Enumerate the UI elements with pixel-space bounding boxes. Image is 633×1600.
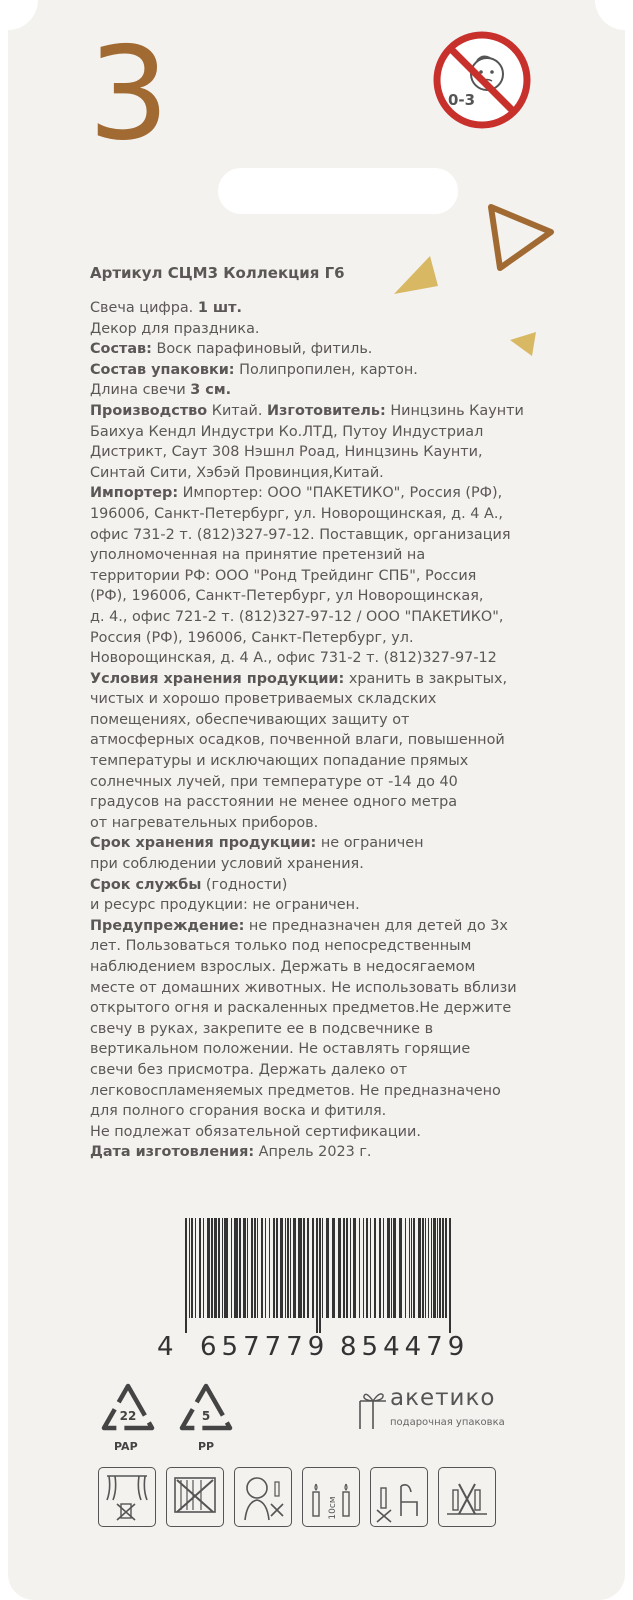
description-text: Дистрикт, Саут 308 Нэшнл Роад, Нинцзинь Каунти, <box>90 444 483 461</box>
barcode-bar <box>312 1218 314 1318</box>
barcode-first-digit: 4 <box>157 1332 179 1362</box>
barcode-bar <box>276 1218 278 1318</box>
description-label: Изготовитель: <box>267 402 386 419</box>
description-line <box>90 792 560 813</box>
description-line <box>90 360 560 381</box>
description-text: Апрель 2023 г. <box>254 1144 372 1161</box>
min-distance-icon <box>302 1467 360 1527</box>
description-text: при соблюдении условий хранения. <box>90 856 364 873</box>
description-line <box>90 916 560 937</box>
recycle-label: PP <box>198 1440 215 1453</box>
description-label: Импортер: <box>90 485 179 502</box>
description-text: температуры и исключающих попадание прямых <box>90 753 469 770</box>
barcode-bar <box>322 1218 323 1318</box>
description-text: д. 4., офис 721-2 т. (812)327-97-12 / ООО "ПАКЕТИКО", <box>90 608 504 625</box>
barcode-bar <box>442 1218 444 1318</box>
description-text: Полипропилен, картон. <box>234 361 418 378</box>
barcode-bar <box>413 1218 415 1318</box>
description-line <box>90 319 560 340</box>
barcode-bar <box>418 1218 421 1318</box>
description-line <box>90 833 560 854</box>
description-text: и ресурс продукции: не ограничен. <box>90 897 360 914</box>
triangle-decoration-icon <box>392 250 440 298</box>
barcode-bar <box>191 1218 193 1318</box>
barcode-bar <box>280 1218 283 1318</box>
no-kids-0-3-icon <box>430 28 534 132</box>
barcode-bar <box>298 1218 302 1318</box>
description-text: Импортер: ООО "ПАКЕТИКО", Россия (РФ), <box>178 485 503 502</box>
description-line <box>90 998 560 1019</box>
description-text: (РФ), 196006, Санкт-Петербург, ул Новорощинская, <box>90 588 484 605</box>
description-line <box>90 339 560 360</box>
description-text: от нагревательных приборов. <box>90 814 319 831</box>
description-label: Срок службы <box>90 876 202 893</box>
logo-subtitle: подарочная упаковка <box>390 1417 505 1428</box>
barcode-bar <box>346 1218 348 1318</box>
barcode-bar <box>391 1218 392 1318</box>
barcode-bar <box>433 1218 436 1318</box>
barcode-bar <box>428 1218 429 1318</box>
barcode-bar <box>290 1218 291 1318</box>
description-text: солнечных лучей, при температуре от -14 до 40 <box>90 773 458 790</box>
barcode-bar <box>214 1218 217 1318</box>
barcode-bar <box>319 1218 321 1333</box>
hang-hole <box>218 168 458 214</box>
description-line <box>90 730 560 751</box>
description-line <box>90 1081 560 1102</box>
description-line <box>90 710 560 731</box>
barcode-right-digits: 854479 <box>340 1332 470 1362</box>
no-bookshelf-icon <box>166 1467 224 1527</box>
description-label: Условия хранения продукции: <box>90 670 345 687</box>
barcode-bar <box>374 1218 376 1318</box>
barcode-bar <box>353 1218 356 1318</box>
recycle-icon <box>176 1382 236 1438</box>
barcode-bar <box>254 1218 256 1318</box>
barcode-bar <box>366 1218 368 1318</box>
description-line <box>90 895 560 916</box>
description-line <box>90 422 560 443</box>
description-text: Китай. <box>207 402 268 419</box>
barcode-bar <box>431 1218 432 1318</box>
description-text: Не подлежат обязательной сертификации. <box>90 1123 421 1140</box>
barcode-bar <box>189 1218 190 1318</box>
barcode-bar <box>411 1218 412 1318</box>
barcode-bar <box>338 1218 341 1318</box>
barcode-bar <box>332 1218 335 1318</box>
barcode-bar <box>316 1218 318 1333</box>
barcode-bar <box>222 1218 223 1318</box>
description-line <box>90 504 560 525</box>
barcode-bar <box>195 1218 196 1318</box>
description-text: офис 731-2 т. (812)327-97-12. Поставщик, организация <box>90 526 511 543</box>
description-line <box>90 1122 560 1143</box>
description-line <box>90 463 560 484</box>
description-text: Воск парафиновый, фитиль. <box>151 341 373 358</box>
description-text: территории РФ: ООО "Ронд Трейдинг СПБ", Россия <box>90 567 477 584</box>
description-line <box>90 813 560 834</box>
barcode-bar <box>370 1218 371 1318</box>
barcode-bar <box>239 1218 241 1318</box>
product-description <box>90 298 560 1163</box>
logo-text: акетико <box>390 1385 496 1411</box>
description-text: для полного сгорания воска и фитиля. <box>90 1103 387 1120</box>
description-line <box>90 1060 560 1081</box>
barcode-bar <box>387 1218 390 1318</box>
barcode-bar <box>251 1218 253 1318</box>
description-line <box>90 628 560 649</box>
description-label: Дата изготовления: <box>90 1144 255 1161</box>
gift-box-icon <box>356 1387 392 1431</box>
description-text: Декор для праздника. <box>90 320 260 337</box>
description-line <box>90 689 560 710</box>
description-text: лет. Пользоваться только под непосредственным <box>90 938 472 955</box>
barcode-bar <box>405 1218 406 1318</box>
barcode <box>183 1218 455 1333</box>
description-text: хранить в закрытых, <box>344 670 508 687</box>
barcode-bar <box>343 1218 345 1318</box>
description-text: открытого огня и раскаленных предметов.Не держите <box>90 1000 512 1017</box>
no-furniture-icon <box>370 1467 428 1527</box>
description-line <box>90 957 560 978</box>
description-text: Нинцзинь Каунти <box>385 402 524 419</box>
description-line <box>90 854 560 875</box>
description-line <box>90 875 560 896</box>
description-text: атмосферных осадков, почвенной влаги, повышенной <box>90 732 505 749</box>
age-label: 0-3 <box>448 91 476 109</box>
barcode-bar <box>359 1218 360 1318</box>
description-line <box>90 545 560 566</box>
barcode-bar <box>257 1218 258 1318</box>
description-line <box>90 1039 560 1060</box>
description-label: Производство <box>90 402 208 419</box>
description-label: Предупреждение: <box>90 917 245 934</box>
description-line <box>90 525 560 546</box>
description-text: свечу в руках, закрепите ее в подсвечнике в <box>90 1020 434 1037</box>
barcode-bar <box>218 1218 220 1318</box>
barcode-bar <box>425 1218 426 1318</box>
description-line <box>90 401 560 422</box>
barcode-bar <box>207 1218 210 1318</box>
triangle-decoration-icon <box>486 202 556 274</box>
description-text: Новорощинская, д. 4 А., офис 731-2 т. (812)327-97-12 <box>90 650 497 667</box>
description-label: Срок хранения продукции: <box>90 835 317 852</box>
description-text: уполномоченная на принятие претензий на <box>90 547 426 564</box>
description-text: вертикальном положении. Не оставлять горящие <box>90 1041 471 1058</box>
description-text: легковоспламеняемых предметов. Не предназначено <box>90 1082 501 1099</box>
no-unattended-icon <box>438 1467 496 1527</box>
description-text: Баихуа Кендл Индустри Ко.ЛТД, Путоу Индустриал <box>90 423 484 440</box>
barcode-bar <box>185 1218 187 1333</box>
description-label: Состав упаковки: <box>90 361 235 378</box>
description-line <box>90 1019 560 1040</box>
description-label: 1 шт. <box>197 300 242 316</box>
barcode-bar <box>399 1218 402 1318</box>
description-text: месте от домашних животных. Не использовать вблизи <box>90 979 517 996</box>
barcode-bar <box>247 1218 248 1318</box>
description-text: не предназначен для детей до 3х <box>244 917 508 934</box>
description-text: наблюдением взрослых. Держать в недосягаемом <box>90 959 476 975</box>
barcode-bar <box>211 1218 213 1318</box>
description-label: Состав: <box>90 341 152 358</box>
no-curtains-icon <box>98 1467 156 1527</box>
description-line <box>90 936 560 957</box>
barcode-bar <box>269 1218 270 1318</box>
barcode-bar <box>422 1218 424 1318</box>
barcode-bar <box>307 1218 309 1318</box>
barcode-bar <box>285 1218 286 1318</box>
description-line <box>90 751 560 772</box>
description-text: чистых и хорошо проветриваемых складских <box>90 691 437 708</box>
barcode-bar <box>265 1218 266 1318</box>
barcode-bar <box>199 1218 201 1318</box>
description-label: 3 см. <box>190 382 232 399</box>
product-title: Артикул СЦМ3 Коллекция Г6 <box>90 264 345 282</box>
barcode-bar <box>383 1218 384 1318</box>
description-line <box>90 1142 560 1163</box>
svg-text:10см: 10см <box>328 1496 338 1520</box>
description-line <box>90 978 560 999</box>
barcode-bar <box>234 1218 238 1318</box>
barcode-bar <box>231 1218 232 1318</box>
description-line <box>90 648 560 669</box>
recycle-number: 5 <box>201 1409 211 1423</box>
brand-logo <box>356 1385 546 1435</box>
barcode-bar <box>363 1218 364 1318</box>
description-text: Синтай Сити, Хэбэй Провинция,Китай. <box>90 464 384 481</box>
description-text: помещениях, обеспечивающих защиту от <box>90 711 410 728</box>
barcode-bar <box>224 1218 228 1318</box>
description-line <box>90 380 560 401</box>
description-text: Россия (РФ), 196006, Санкт-Петербург, ул. <box>90 629 414 646</box>
barcode-bar <box>243 1218 246 1318</box>
recycle-icon <box>98 1382 158 1438</box>
description-text: градусов на расстоянии не менее одного метра <box>90 794 458 811</box>
barcode-bar <box>379 1218 381 1318</box>
recycle-number: 22 <box>119 1409 137 1423</box>
description-line <box>90 298 560 319</box>
description-line <box>90 1101 560 1122</box>
no-child-icon <box>234 1467 292 1527</box>
barcode-bar <box>293 1218 296 1318</box>
description-line <box>90 607 560 628</box>
description-line <box>90 483 560 504</box>
description-text: свечи без присмотра. Держать далеко от <box>90 1061 408 1078</box>
description-text: не ограничен <box>316 835 424 852</box>
barcode-bar <box>303 1218 305 1318</box>
barcode-bar <box>437 1218 438 1318</box>
barcode-bar <box>393 1218 396 1318</box>
barcode-bar <box>439 1218 441 1318</box>
description-line <box>90 772 560 793</box>
barcode-bar <box>203 1218 204 1318</box>
big-digit: 3 <box>88 20 170 169</box>
barcode-bar <box>350 1218 351 1318</box>
barcode-bar <box>273 1218 275 1318</box>
barcode-bar <box>287 1218 289 1318</box>
recycle-label: PAP <box>114 1440 138 1453</box>
barcode-bar <box>326 1218 329 1318</box>
barcode-bar <box>445 1218 447 1318</box>
description-line <box>90 669 560 690</box>
description-line <box>90 442 560 463</box>
barcode-left-digits: 657779 <box>200 1332 330 1362</box>
description-text: 196006, Санкт-Петербург, ул. Новорощинская, д. 4 А., <box>90 505 503 522</box>
barcode-bar <box>409 1218 410 1318</box>
description-line <box>90 586 560 607</box>
barcode-bar <box>449 1218 451 1333</box>
description-text: Свеча цифра. <box>90 300 198 316</box>
barcode-bar <box>261 1218 263 1318</box>
description-text: Длина свечи <box>90 382 191 399</box>
description-line <box>90 566 560 587</box>
description-text: (годности) <box>201 876 288 893</box>
